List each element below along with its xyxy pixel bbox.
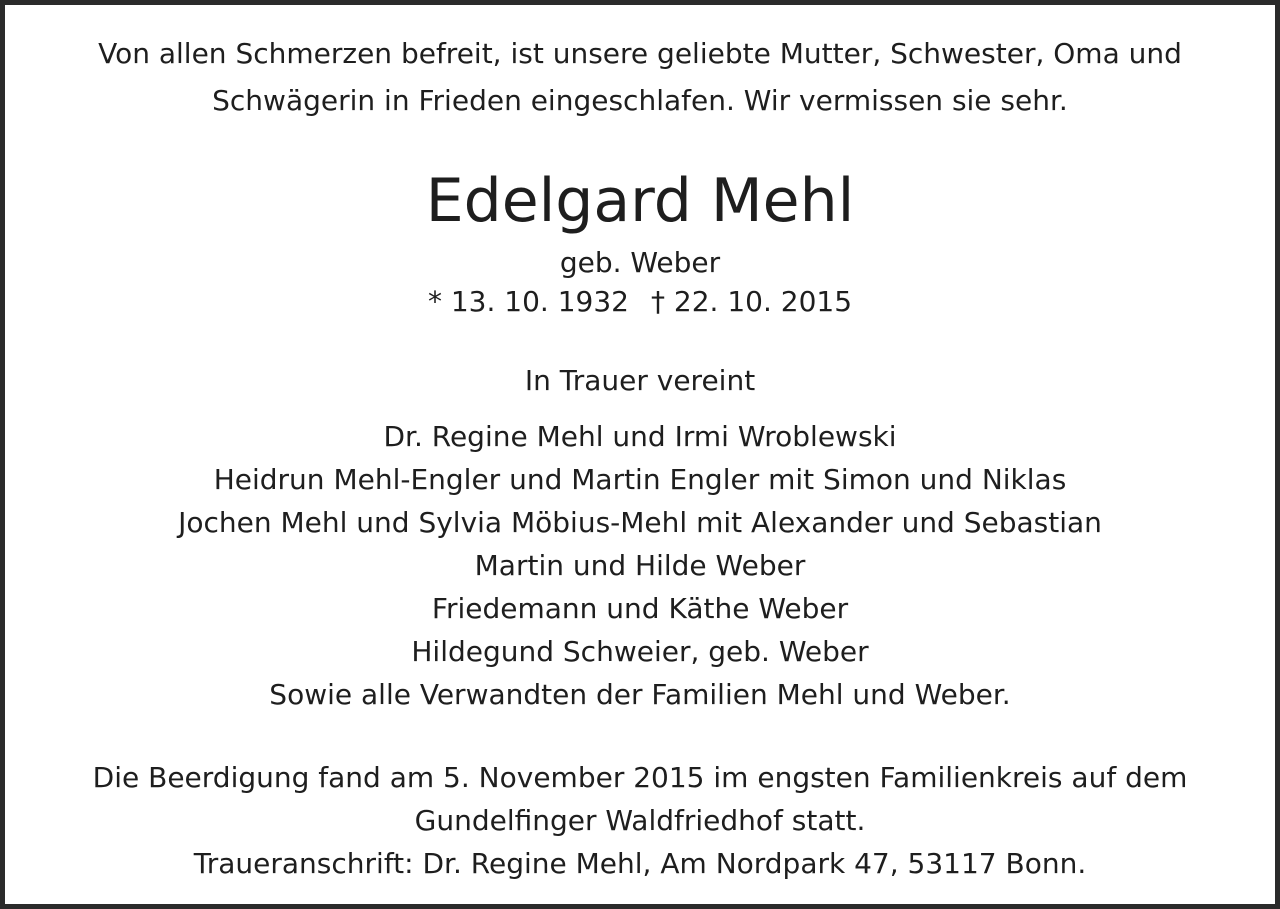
deceased-name: Edelgard Mehl	[425, 166, 855, 236]
mourner-line: Friedemann und Käthe Weber	[431, 592, 849, 625]
funeral-line-1: Die Beerdigung fand am 5. November 2015 im engsten Familienkreis auf dem	[92, 761, 1188, 794]
mourner-line: Dr. Regine Mehl und Irmi Wroblewski	[383, 420, 897, 453]
mourner-line: Jochen Mehl und Sylvia Möbius-Mehl mit Alexander und Sebastian	[178, 506, 1102, 539]
funeral-line-2: Gundelfinger Waldfriedhof statt.	[414, 804, 866, 837]
mourners-heading: In Trauer vereint	[524, 364, 756, 397]
intro-line-2: Schwägerin in Frieden eingeschlafen. Wir vermissen sie sehr.	[212, 84, 1068, 117]
mourner-line: Hildegund Schweier, geb. Weber	[411, 635, 869, 668]
mourner-line: Martin und Hilde Weber	[474, 549, 806, 582]
death-date: † 22. 10. 2015	[651, 285, 853, 318]
birth-date: * 13. 10. 1932	[427, 285, 629, 318]
intro-line-1: Von allen Schmerzen befreit, ist unsere geliebte Mutter, Schwester, Oma und	[98, 37, 1182, 70]
birth-name: geb. Weber	[559, 246, 721, 279]
mourner-line: Heidrun Mehl-Engler und Martin Engler mit Simon und Niklas	[213, 463, 1067, 496]
life-dates	[5, 285, 1275, 318]
mourner-line: Sowie alle Verwandten der Familien Mehl und Weber.	[269, 678, 1011, 711]
mourning-address: Traueranschrift: Dr. Regine Mehl, Am Nordpark 47, 53117 Bonn.	[193, 847, 1087, 880]
